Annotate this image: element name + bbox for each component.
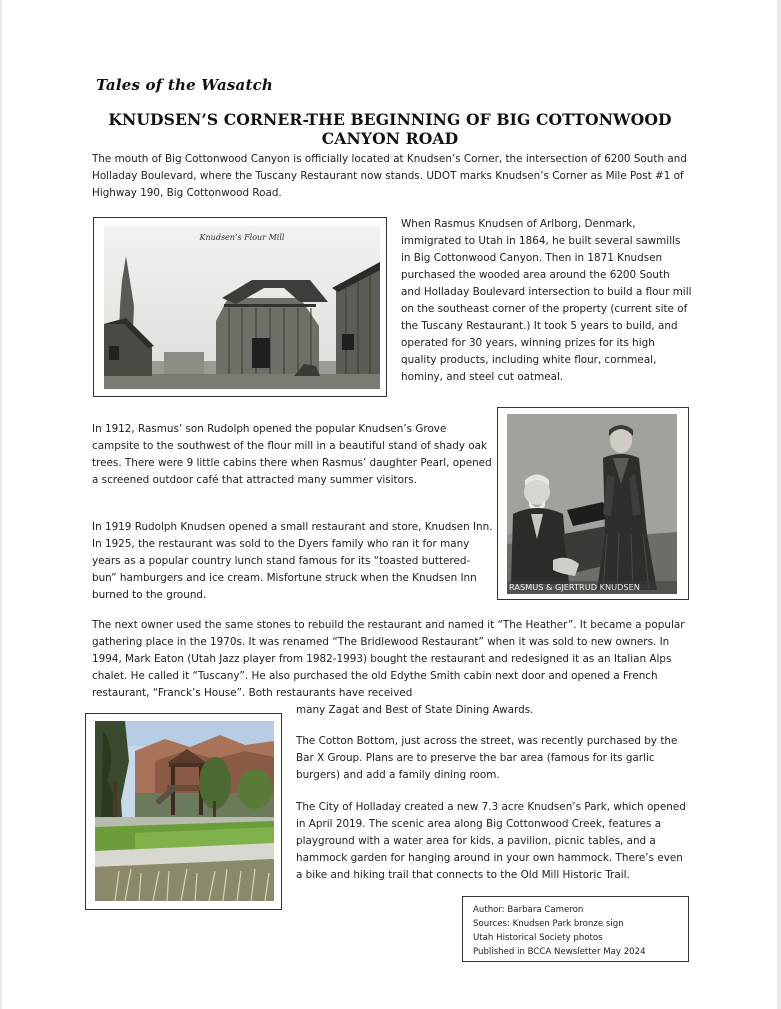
park-paragraph: The City of Holladay created a new 7.3 acre Knudsen’s Park, which opened in April 2019. The scenic area along Big Cottonwood Creek, features a playground with a water area for kids, a pavilion, picnic tables, and a hammock garden for hanging around in your own hammock. There’s even a bike and hiking trail that connects to the Old Mill Historic Trail. xyxy=(296,801,686,881)
credit-sources: Sources: Knudsen Park bronze sign xyxy=(473,919,624,929)
credit-published: Published in BCCA Newsletter May 2024 xyxy=(473,947,646,957)
heather-paragraph: The next owner used the same stones to rebuild the restaurant and named it “The Heather”. It became a popular gathering place in the 1970s. It was renamed “The Bridlewood Restaurant” when it was sold to new owners. In 1994, Mark Eaton (Utah Jazz player from 1982-1993) bought the restaurant and redesigned it as an Italian Alps chalet. He called it “Tuscany”. He also purchased the old Edythe Smith cabin next door and opened a French restaurant, “Franck’s House”. Both restaurants have received xyxy=(92,619,685,699)
cotton-bottom-paragraph: The Cotton Bottom, just across the street, was recently purchased by the Bar X Group. Plans are to preserve the bar area (famous for its garlic burgers) and add a family dining room. xyxy=(296,735,678,781)
inn-paragraph: In 1919 Rudolph Knudsen opened a small restaurant and store, Knudsen Inn. In 1925, the restaurant was sold to the Dyers family who ran it for many years as a popular country lunch stand famous for its “toasted buttered-bun” hamburgers and ice cream. Misfortune struck when the Knudsen Inn burned to the ground. xyxy=(92,521,493,601)
credits-box xyxy=(462,896,689,962)
credit-author: Author: Barbara Cameron xyxy=(473,905,584,915)
mill-paragraph: When Rasmus Knudsen of Arlborg, Denmark, immigrated to Utah in 1864, he built several sawmills in Big Cottonwood Canyon. Then in 1871 Knudsen purchased the wooded area around the 6200 South and Holladay Boulevard intersection to build a flour mill on the southeast corner of the property (current site of the Tuscany Restaurant.) It took 5 years to build, and operated for 30 years, winning prizes for its high quality products, including white flour, cornmeal, hominy, and steel cut oatmeal. xyxy=(401,218,692,383)
credit-photos: Utah Historical Society photos xyxy=(473,933,603,943)
flour-mill-caption: Knudsen’s Flour Mill xyxy=(199,233,285,242)
grove-paragraph: In 1912, Rasmus’ son Rudolph opened the popular Knudsen’s Grove campsite to the southwest of the flour mill in a beautiful stand of shady oak trees. There were 9 little cabins there when Rasmus’ daughter Pearl, opened a screened outdoor café that attracted many summer visitors. xyxy=(92,423,492,486)
park-photo xyxy=(95,721,274,901)
series-title: Tales of the Wasatch xyxy=(96,76,274,94)
flour-mill-photo xyxy=(104,226,380,389)
portrait-photo xyxy=(507,414,677,594)
portrait-caption: RASMUS & GJERTRUD KNUDSEN xyxy=(509,582,640,592)
article-title: KNUDSEN’S CORNER-THE BEGINNING OF BIG COTTONWOOD CANYON ROAD xyxy=(108,110,672,148)
heather-paragraph-end: many Zagat and Best of State Dining Awards. xyxy=(296,704,534,716)
intro-paragraph: The mouth of Big Cottonwood Canyon is officially located at Knudsen’s Corner, the intersection of 6200 South and Holladay Boulevard, where the Tuscany Restaurant now stands. UDOT marks Knudsen’s Corner as Mile Post #1 of Highway 190, Big Cottonwood Road. xyxy=(92,153,687,199)
